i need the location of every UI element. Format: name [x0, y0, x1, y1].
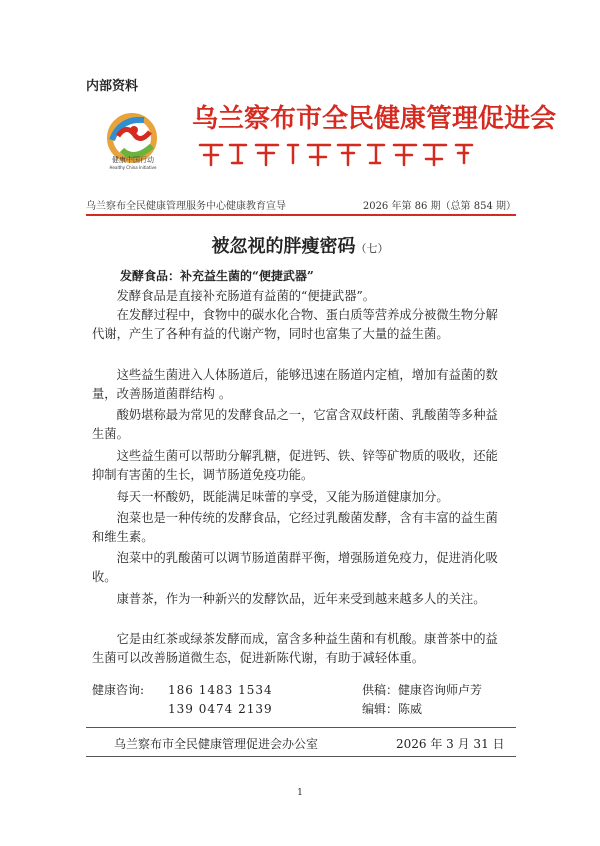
article-title-suffix: （七）	[355, 242, 389, 255]
footer-divider-bottom	[86, 756, 516, 757]
masthead-title: 乌兰察布市全民健康管理促进会	[192, 104, 557, 134]
publish-date: 2026 年 3 月 31 日	[396, 737, 505, 751]
issue-line	[86, 197, 516, 212]
article-title-main: 被忽视的胖瘦密码	[211, 236, 356, 257]
paragraph: 每天一杯酸奶，既能满足味蕾的享受，又能为肠道健康加分。	[116, 490, 449, 504]
paragraph: 它是由红茶或绿茶发酵而成，富含多种益生菌和有机酸。康普茶中的益生菌可以改善肠道微生态，促进新陈代谢，有助于减轻体重。	[92, 632, 498, 665]
phone-number: 186 1483 1534	[168, 683, 273, 697]
paragraph: 泡菜中的乳酸菌可以调节肠道菌群平衡，增强肠道免疫力，促进消化吸收。	[92, 551, 498, 584]
page-number: 1	[297, 788, 303, 798]
paragraph: 泡菜也是一种传统的发酵食品，它经过乳酸菌发酵，含有丰富的益生菌和维生素。	[92, 511, 498, 544]
header-divider	[86, 214, 516, 216]
footer-divider-top	[86, 727, 516, 728]
issue-number: 2026 年第 86 期（总第 854 期）	[362, 201, 516, 212]
supplier-credit: 供稿：健康咨询师卢芳	[362, 683, 483, 697]
paragraph: 康普茶，作为一种新兴的发酵饮品，近年来受到越来越多人的关注。	[116, 592, 486, 606]
paragraph: 在发酵过程中，食物中的碳水化合物、蛋白质等营养成分被微生物分解代谢，产生了各种有益的代谢产物，同时也富集了大量的益生菌。	[92, 308, 498, 341]
paragraph: 发酵食品是直接补充肠道有益菌的“便捷武器”。	[116, 289, 376, 303]
paragraph: 这些益生菌进入人体肠道后，能够迅速在肠道内定植，增加有益菌的数量，改善肠道菌群结构 。	[92, 368, 498, 401]
logo-caption-en: Healthy China Initiative	[109, 165, 157, 170]
office-name: 乌兰察布市全民健康管理促进会办公室	[114, 737, 319, 751]
editor-credit: 编辑：陈威	[362, 702, 423, 716]
mongolian-script-logo-icon	[196, 141, 496, 169]
article-title	[0, 232, 600, 258]
paragraph: 这些益生菌可以帮助分解乳糖，促进钙、铁、锌等矿物质的吸收，还能抑制有害菌的生长，调节肠道免疫功能。	[92, 449, 498, 482]
internal-label: 内部资料	[86, 79, 139, 94]
phone-number: 139 0474 2139	[168, 702, 273, 716]
article-subtitle: 发酵食品：补充益生菌的“便捷武器”	[120, 269, 314, 283]
issuer-text: 乌兰察布全民健康管理服务中心健康教育宣导	[86, 201, 286, 212]
logo-caption-cn: 健康中国行动	[112, 156, 154, 164]
paragraph: 酸奶堪称最为常见的发酵食品之一，它富含双歧杆菌、乳酸菌等多种益生菌。	[92, 408, 498, 441]
consult-label: 健康咨询:	[92, 683, 145, 697]
contact-block	[92, 681, 512, 719]
logo-caption	[93, 157, 173, 171]
